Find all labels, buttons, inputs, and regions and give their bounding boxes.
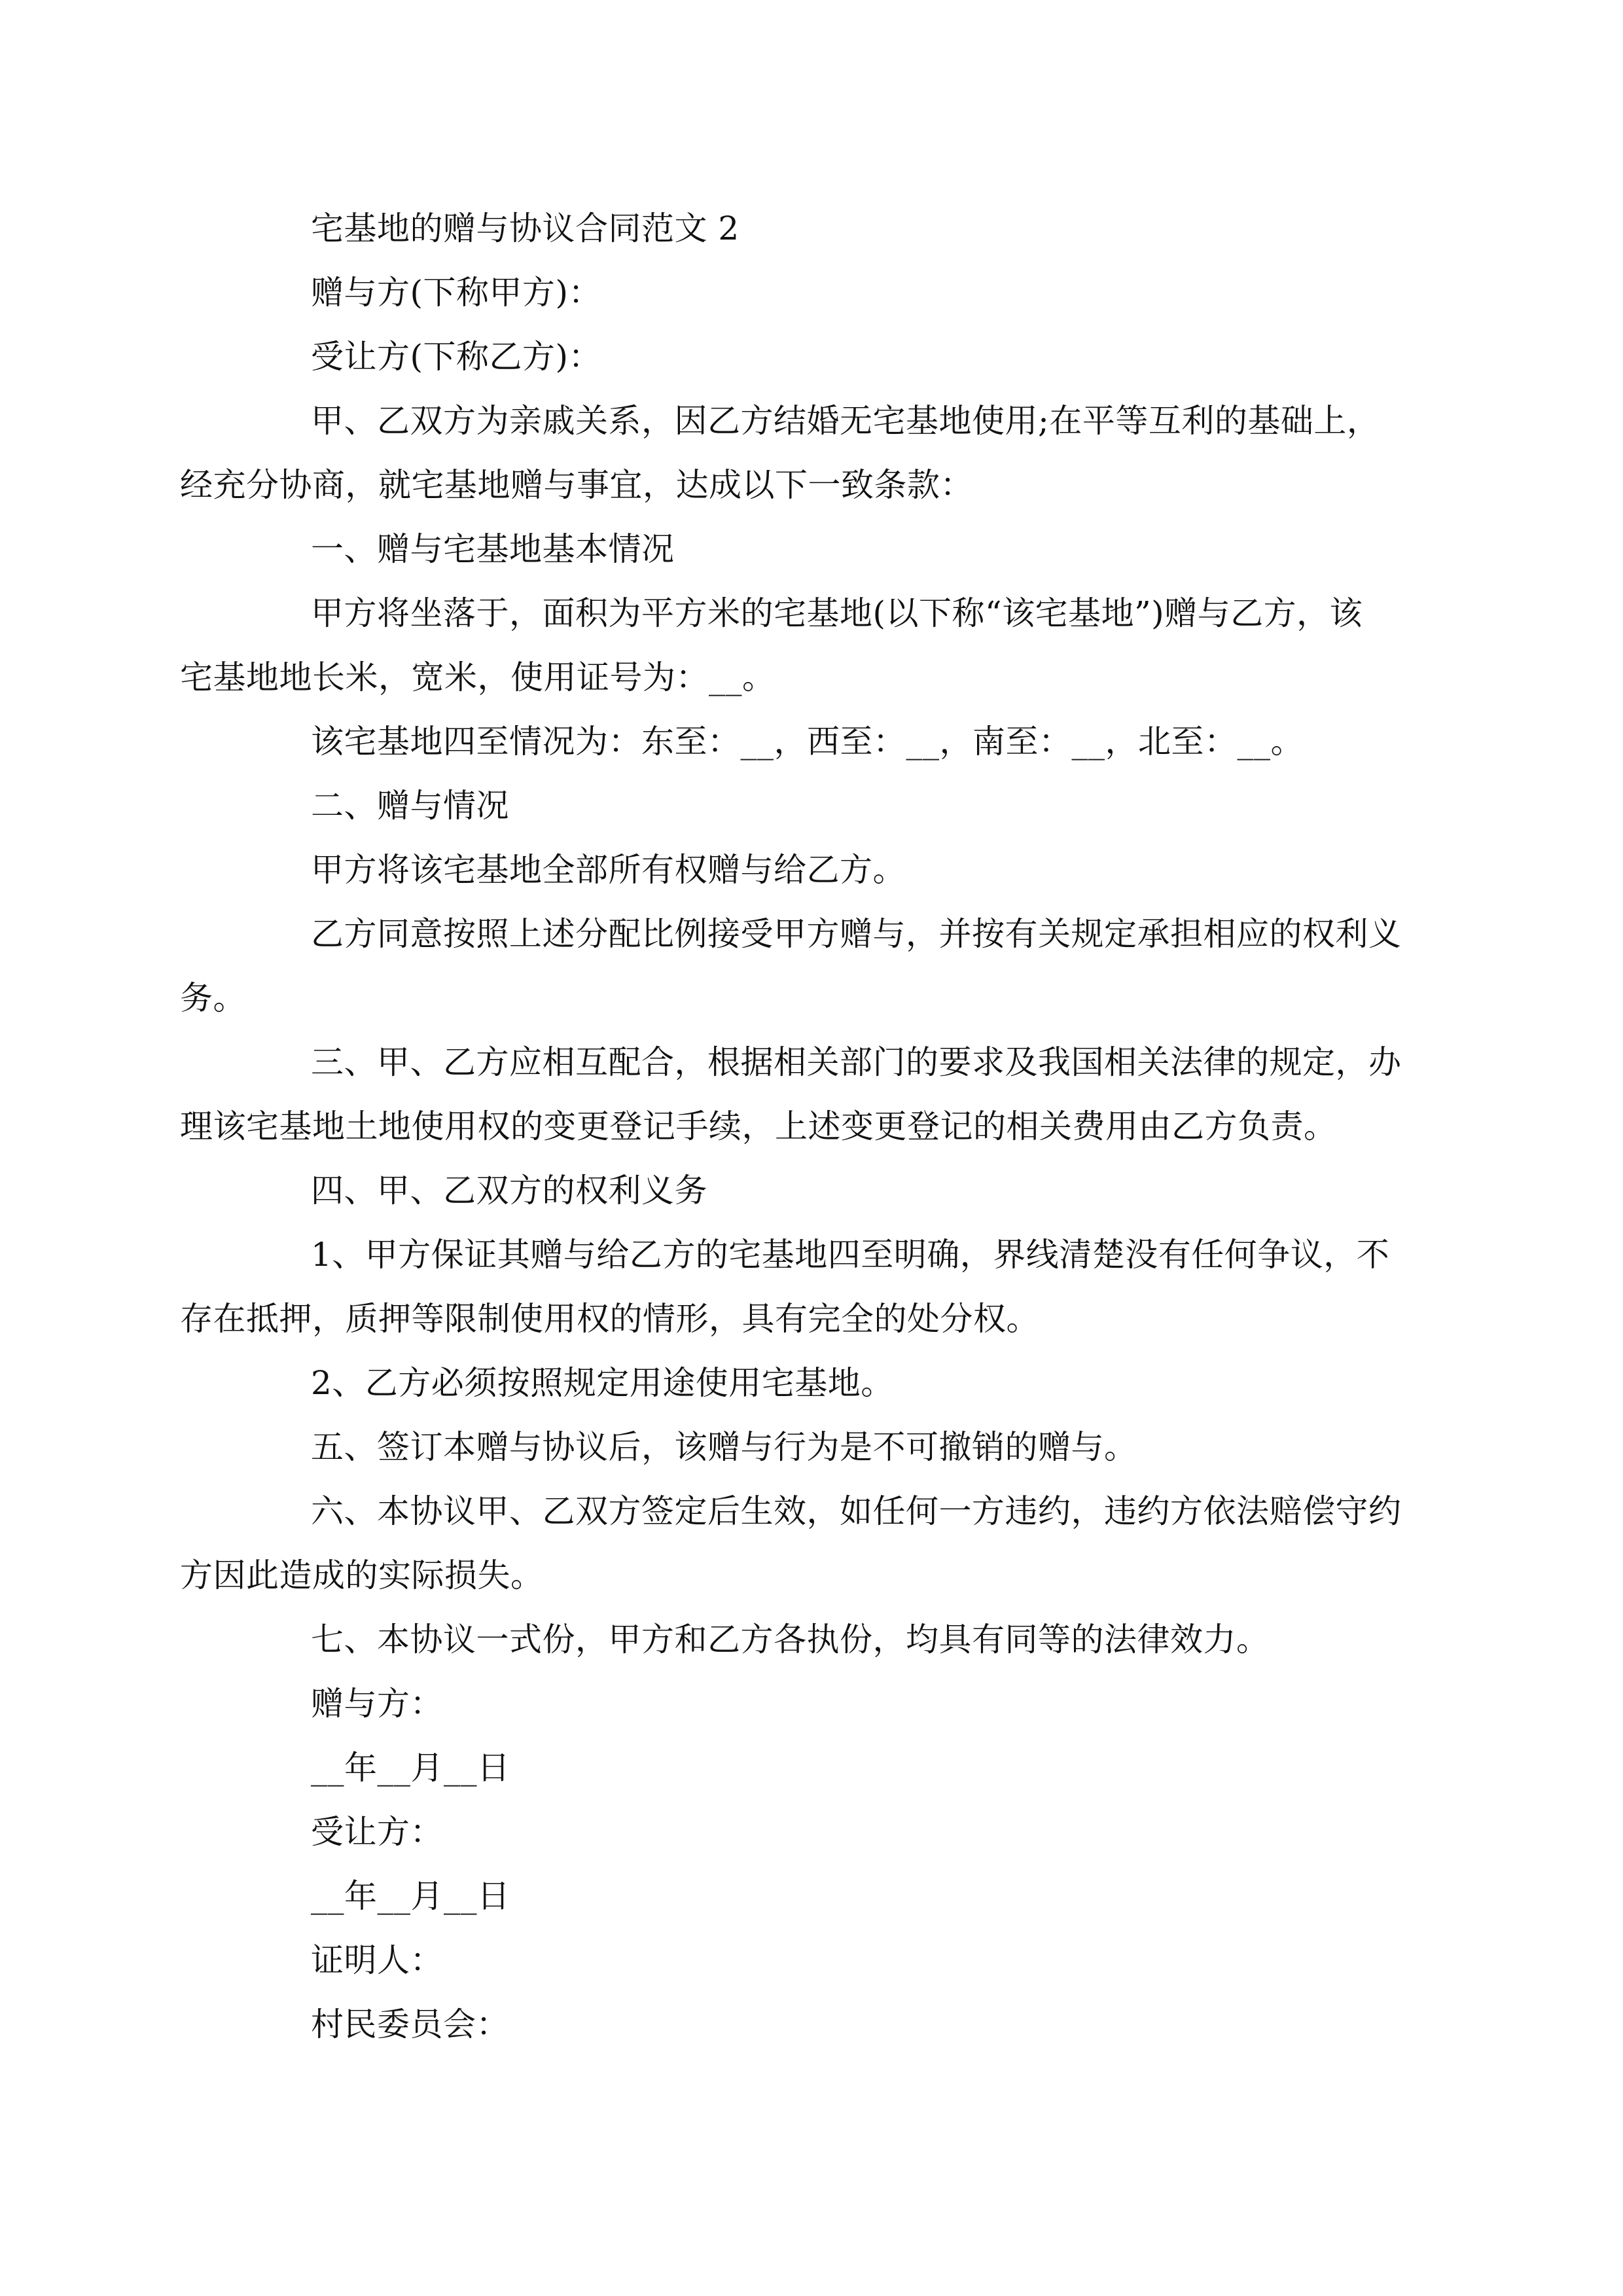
village-committee-label: 村民委员会： xyxy=(311,2005,509,2043)
section-6-line-2: 方因此造成的实际损失。 xyxy=(180,1556,544,1594)
section-1-paragraph-1 xyxy=(180,581,1384,709)
intro-line-2: 经充分协商，就宅基地赠与事宜，达成以下一致条款： xyxy=(180,466,973,504)
section-3-line-1: 三、甲、乙方应相互配合，根据相关部门的要求及我国相关法律的规定，办 xyxy=(311,1043,1402,1081)
signature-donor-date: __年__月__日 xyxy=(311,1749,510,1787)
section-2-p2-line-2: 务。 xyxy=(180,979,246,1017)
signature-recipient-date: __年__月__日 xyxy=(311,1877,510,1915)
section-3-line-2: 理该宅基地土地使用权的变更登记手续，上述变更登记的相关费用由乙方负责。 xyxy=(180,1107,1337,1145)
witness-label: 证明人： xyxy=(311,1941,443,1979)
section-1-p1-line-1: 甲方将坐落于，面积为平方米的宅基地(以下称“该宅基地”)赠与乙方，该 xyxy=(311,594,1363,632)
document-title: 宅基地的赠与协议合同范文 2 xyxy=(311,209,740,247)
section-4-heading: 四、甲、乙双方的权利义务 xyxy=(311,1172,707,1210)
intro-paragraph xyxy=(180,389,1384,517)
section-2-paragraph-2 xyxy=(180,902,1402,1030)
recipient-label: 受让方(下称乙方)： xyxy=(311,338,602,376)
section-1-paragraph-2: 该宅基地四至情况为：东至：__，西至：__，南至：__，北至：__。 xyxy=(311,723,1304,761)
signature-donor-label: 赠与方： xyxy=(311,1685,443,1723)
section-4-paragraph-2: 2、乙方必须按照规定用途使用宅基地。 xyxy=(311,1364,894,1402)
section-1-p1-line-2: 宅基地地长米，宽米，使用证号为：__。 xyxy=(180,658,776,696)
section-5-paragraph: 五、签订本赠与协议后，该赠与行为是不可撤销的赠与。 xyxy=(311,1428,1137,1466)
section-4-p1-line-1: 1、甲方保证其赠与给乙方的宅基地四至明确，界线清楚没有任何争议，不 xyxy=(311,1236,1390,1274)
intro-line-1: 甲、乙双方为亲戚关系，因乙方结婚无宅基地使用;在平等互利的基础上， xyxy=(311,402,1380,440)
section-2-paragraph-1: 甲方将该宅基地全部所有权赠与给乙方。 xyxy=(311,851,906,889)
section-4-p1-line-2: 存在抵押，质押等限制使用权的情形，具有完全的处分权。 xyxy=(180,1300,1039,1338)
document-body xyxy=(180,196,1402,2056)
donor-label: 赠与方(下称甲方)： xyxy=(311,274,602,312)
section-7-paragraph: 七、本协议一式份，甲方和乙方各执份，均具有同等的法律效力。 xyxy=(311,1621,1270,1659)
section-6-paragraph xyxy=(180,1479,1402,1607)
section-2-heading: 二、赠与情况 xyxy=(311,787,509,825)
section-6-line-1: 六、本协议甲、乙双方签定后生效，如任何一方违约，违约方依法赔偿守约 xyxy=(311,1492,1402,1530)
section-1-heading: 一、赠与宅基地基本情况 xyxy=(311,530,675,568)
signature-recipient-label: 受让方： xyxy=(311,1813,443,1851)
section-2-p2-line-1: 乙方同意按照上述分配比例接受甲方赠与，并按有关规定承担相应的权利义 xyxy=(311,915,1402,953)
section-3-paragraph xyxy=(180,1030,1402,1158)
section-4-paragraph-1 xyxy=(180,1223,1390,1351)
